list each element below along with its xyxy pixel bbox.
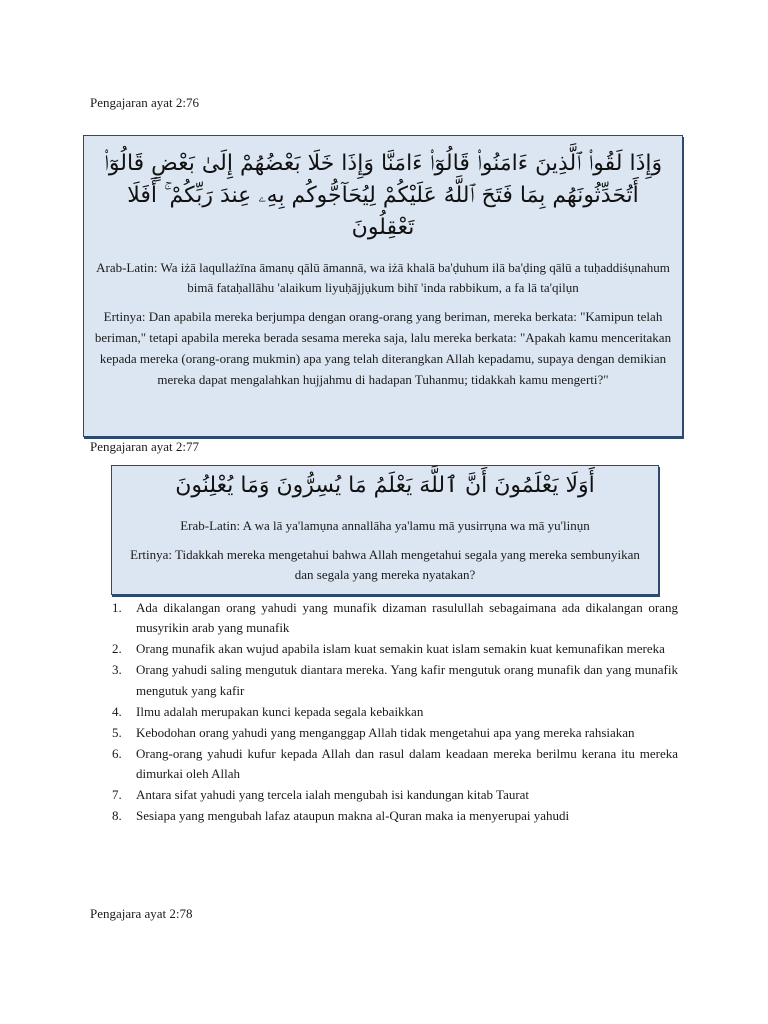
list-item xyxy=(100,785,678,805)
transliteration-text: Arab-Latin: Wa iżā laqullażīna āmanụ qālū āmannā, wa iżā khalā ba'ḍuhum ilā ba'ḍing qālū a tuḥaddiṡụnahum bimā fataḥallāhu 'alaikum liyuḥājjụkum bihī 'inda rabbikum, a fa lā ta'qilụn xyxy=(96,259,670,296)
list-item-text: Antara sifat yahudi yang tercela ialah mengubah isi kandungan kitab Taurat xyxy=(136,787,530,803)
list-item xyxy=(100,702,678,722)
list-item xyxy=(100,598,678,638)
verse-box-2-77 xyxy=(111,465,659,595)
list-item-number: 7. xyxy=(112,787,122,803)
section-heading-2-78: Pengajara ayat 2:78 xyxy=(90,906,193,921)
translation-text: Ertinya: Tidakkah mereka mengetahui bahwa Allah mengetahui segala yang mereka sembunyikan dan segala yang mereka nyatakan? xyxy=(130,546,640,583)
list-item-text: Kebodohan orang yahudi yang menganggap Allah tidak mengetahui apa yang mereka rahsiakan xyxy=(136,724,635,740)
translation-text: Ertinya: Dan apabila mereka berjumpa dengan orang-orang yang beriman, mereka berkata: "Kamipun telah beriman," tetapi apabila mereka berada sesama mereka saja, lalu mereka berkata: "Apakah kamu menceritakan kepada mereka (orang-orang mukmin) apa yang telah diterangkan Allah kepadamu, supaya dengan demikian mereka dapat mengalahkan hujjahmu di hadapan Tuhanmu; tidakkah kamu mengerti?" xyxy=(94,309,672,387)
section-heading-2-77: Pengajaran ayat 2:77 xyxy=(90,439,200,454)
list-item-text: Orang yahudi saling mengutuk diantara mereka. Yang kafir mengutuk orang munafik dan yang munafik mengutuk yang kafir xyxy=(136,662,678,698)
list-item-number: 4. xyxy=(112,703,122,719)
list-item-number: 1. xyxy=(112,600,122,615)
lessons-list xyxy=(100,598,678,828)
list-item xyxy=(100,806,678,826)
section-heading-2-76: Pengajaran ayat 2:76 xyxy=(90,95,200,110)
list-item-text: Ilmu adalah merupakan kunci kepada segala kebaikkan xyxy=(136,703,424,719)
list-item-number: 2. xyxy=(112,641,122,657)
list-item-number: 3. xyxy=(112,662,122,678)
transliteration-text: Erab-Latin: A wa lā ya'lamụna annallāha ya'lamu mā yusirrụna wa mā yu'linụn xyxy=(180,517,590,533)
list-item-text: Sesiapa yang mengubah lafaz ataupun makna al-Quran maka ia menyerupai yahudi xyxy=(136,808,570,824)
arabic-verse-text: أَوَلَا يَعْلَمُونَ أَنَّ ٱللَّهَ يَعْلَمُ مَا يُسِرُّونَ وَمَا يُعْلِنُونَ xyxy=(175,473,595,498)
arabic-verse-text: وَإِذَا لَقُوا۟ ٱلَّذِينَ ءَامَنُوا۟ قَالُوٓا۟ ءَامَنَّا وَإِذَا خَلَا بَعْضُهُمْ إِلَىٰ بَعْضٍ قَالُوٓا۟ أَتُحَدِّثُونَهُم بِمَا فَتَحَ ٱللَّهُ عَلَيْكُمْ لِيُحَآجُّوكُم بِهِۦ عِندَ رَبِّكُمْ ۚ أَفَلَا تَعْقِلُونَ xyxy=(103,151,663,240)
list-item-text: Ada dikalangan orang yahudi yang munafik dizaman rasulullah sebagaimana ada dikalangan orang musyrikin arab yang munafik xyxy=(136,600,678,636)
list-item-text: Orang-orang yahudi kufur kepada Allah dan rasul dalam keadaan mereka berilmu kerana itu mereka dimurkai oleh Allah xyxy=(136,745,678,782)
list-item-text: Orang munafik akan wujud apabila islam kuat semakin kuat islam semakin kuat kemunafikan mereka xyxy=(136,641,665,657)
list-item xyxy=(100,660,678,700)
list-item-number: 6. xyxy=(112,745,122,761)
list-item-number: 5. xyxy=(112,724,122,740)
list-item xyxy=(100,723,678,743)
list-item xyxy=(100,744,678,784)
list-item-number: 8. xyxy=(112,808,122,824)
verse-box-2-76 xyxy=(83,135,683,437)
list-item xyxy=(100,639,678,659)
